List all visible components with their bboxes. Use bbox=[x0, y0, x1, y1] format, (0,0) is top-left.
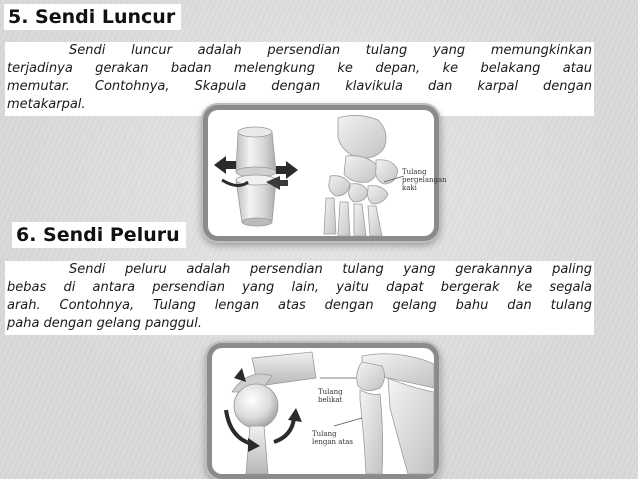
foot-bones-drawing bbox=[324, 115, 398, 236]
ball-joint-model bbox=[232, 352, 316, 474]
paragraph-line: memutar. Contohnya, Skapula dengan klavikula dan karpal dengan bbox=[7, 79, 592, 94]
section-5-paragraph bbox=[5, 42, 594, 116]
section-6-paragraph bbox=[5, 261, 594, 335]
wrist-bone-label: Tulang pergelangan kaki bbox=[402, 168, 447, 192]
gliding-joint-illustration bbox=[208, 110, 434, 236]
ball-socket-joint-figure bbox=[212, 348, 434, 474]
gliding-joint-figure bbox=[208, 110, 447, 236]
ball-socket-illustration bbox=[212, 348, 434, 474]
section-6-heading: 6. Sendi Peluru bbox=[12, 222, 186, 248]
left-arrow-icon bbox=[214, 156, 236, 174]
paragraph-line: Sendi luncur adalah persendian tulang yang memungkinkan bbox=[69, 43, 592, 58]
paragraph-line: Sendi peluru adalah persendian tulang yang gerakannya paling bbox=[69, 262, 592, 277]
paragraph-line: terjadinya gerakan badan melengkung ke depan, ke belakang atau bbox=[7, 61, 592, 76]
paragraph-line: arah. Contohnya, Tulang lengan atas dengan gelang bahu dan tulang bbox=[7, 298, 592, 313]
paragraph-line: metakarpal. bbox=[7, 97, 86, 112]
upper-bone-block bbox=[236, 127, 276, 177]
humerus-label: Tulang lengan atas bbox=[312, 430, 354, 446]
shoulder-bones-drawing bbox=[357, 354, 434, 474]
section-5-heading: 5. Sendi Luncur bbox=[4, 4, 181, 30]
paragraph-line: bebas di antara persendian yang lain, yaitu dapat bergerak ke segala bbox=[7, 280, 592, 295]
right-arrow-icon bbox=[276, 161, 298, 179]
paragraph-line: paha dengan gelang panggul. bbox=[7, 316, 203, 331]
curved-arrow-icon bbox=[274, 418, 294, 442]
scapula-label: Tulang belikat bbox=[318, 388, 343, 404]
pointer-line bbox=[334, 418, 362, 426]
